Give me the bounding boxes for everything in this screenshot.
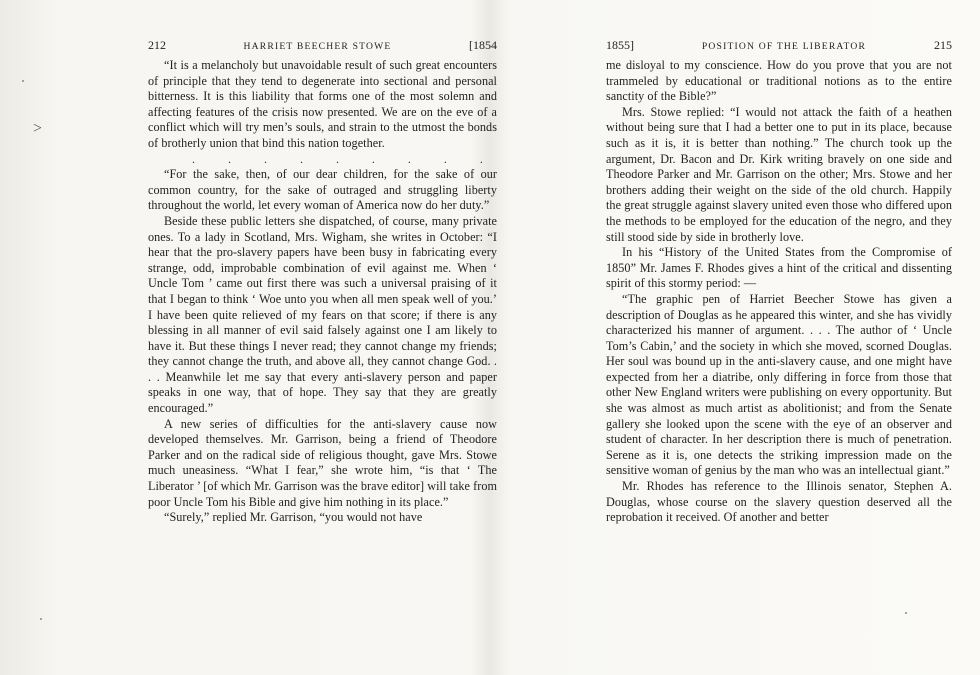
ellipsis-break: . . . . . . . . . <box>192 151 483 166</box>
left-page-year: [1854 <box>469 38 497 52</box>
paragraph: Mrs. Stowe replied: “I would not attack the faith of a heathen without being sure that I had a better one to put in its place, because such as it is, it is better than nothing.” The church took up the argument, Dr. Bacon and Dr. Kirk writing bravely on one side and Theodore Parker and Mr. Garrison on the other; Mrs. Stowe and her brothers adding their weight on the side of the old church. Happily the great struggle against slavery united even those who differed upon the methods to be employed for the education of the negro, and they still stood side by side in brotherly love. <box>606 104 952 244</box>
paragraph: me disloyal to my conscience. How do you prove that you are not trammeled by educational or traditional notions as to the entire sanctity of the Bible?” <box>606 58 952 104</box>
paragraph: Beside these public letters she dispatched, of course, many private ones. To a lady in Scotland, Mrs. Wigham, she writes in October: “I hear that the pro-slavery papers have been busy in fabricating every strange, odd, improbable combination of evil against me. When ‘ Uncle Tom ’ came out first there was such a universal praising of it that I began to think ‘ Woe unto you when all men speak well of you.’ I have been quite relieved of my fears on that score; if there is any blessing in all manner of evil said falsely against one I am likely to have it. But these things I never read; they cannot change my friends; they cannot change the truth, and above all, they cannot change God. . . . Meanwhile let me say that every anti-slavery person and paper speaks in one way, that of hope. They say that they are greatly encouraged.” <box>148 213 497 416</box>
paper-speck <box>40 618 42 620</box>
right-page-year: 1855] <box>606 38 634 52</box>
paragraph: “It is a melancholy but unavoidable result of such great encounters of principle that they tend to degenerate into sectional and personal bitterness. It is this liability that forms one of the most solemn and affecting features of the crisis now presented. We are on the eve of a conflict which will try men’s souls, and strain to the utmost the bonds of brotherly union that bind this nation together. <box>148 58 497 150</box>
paragraph: In his “History of the United States from the Compromise of 1850” Mr. James F. Rhodes gives a hint of the critical and dissenting spirit of this stormy period: — <box>606 245 952 291</box>
left-page-number: 212 <box>148 38 166 52</box>
paper-speck <box>22 80 24 82</box>
margin-mark: ˃ <box>33 120 43 137</box>
paragraph: “For the sake, then, of our dear children, for the sake of our common country, for the sake of outraged and struggling liberty throughout the world, let every woman of America now do her duty.” <box>148 167 497 213</box>
right-page-number: 215 <box>933 38 952 52</box>
left-running-title: HARRIET BEECHER STOWE <box>243 41 392 52</box>
paper-speck <box>905 612 907 614</box>
right-page-header <box>606 38 952 58</box>
paragraph: “The graphic pen of Harriet Beecher Stowe has given a description of Douglas as he appeared this winter, and she has vividly characterized his manner of argument. . . . The author of ‘ Uncle Tom’s Cabin,’ and the society in which she moved, scorned Douglas. Her soul was bound up in the anti-slavery cause, and one might have expected from her a diatribe, only differing in force from those that other New England writers were publishing on every opportunity. But she was almost as much artist as abolitionist; and from the Senate gallery she looked upon the scene with the eye of an observer and student of character. In her description there is much of penetration. Serene as it is, one detects the striking impression made on the sensitive woman of genius by the man who was an intellectual giant.” <box>606 291 952 478</box>
paragraph: A new series of difficulties for the anti-slavery cause now developed themselves. Mr. Garrison, being a friend of Theodore Parker and on the radical side of religious thought, gave Mrs. Stowe much uneasiness. “What I fear,” she wrote him, “is that ‘ The Liberator ’ [of which Mr. Garrison was the brave editor] will take from poor Uncle Tom his Bible and give him nothing in its place.” <box>148 416 497 509</box>
left-page <box>148 38 497 526</box>
right-running-title: POSITION OF THE LIBERATOR <box>701 41 867 52</box>
left-page-header <box>148 38 497 58</box>
right-page <box>606 38 952 526</box>
paragraph: “Surely,” replied Mr. Garrison, “you would not have <box>164 510 423 525</box>
paragraph: Mr. Rhodes has reference to the Illinois senator, Stephen A. Douglas, whose course on the slavery question deserved all the reprobation it received. Of another and better <box>606 479 952 525</box>
